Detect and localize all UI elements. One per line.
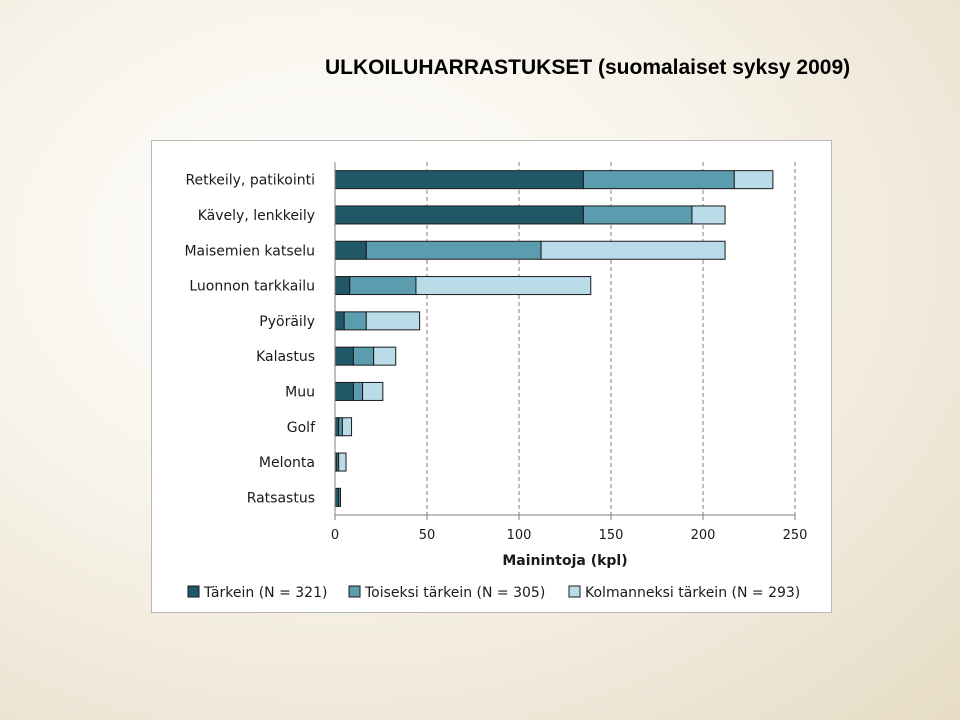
x-axis-title: Mainintoja (kpl) bbox=[502, 553, 628, 569]
bar-segment bbox=[350, 277, 416, 295]
category-label: Pyöräily bbox=[259, 313, 315, 330]
bar-segment bbox=[335, 488, 339, 506]
bar-segment bbox=[734, 171, 773, 189]
bar-segment bbox=[335, 418, 339, 436]
x-tick-label: 200 bbox=[690, 528, 716, 543]
bar-segment bbox=[366, 241, 541, 259]
bar-segment bbox=[339, 488, 341, 506]
bar-segment bbox=[353, 382, 362, 400]
category-label: Retkeily, patikointi bbox=[185, 172, 315, 189]
bar-segment bbox=[335, 241, 366, 259]
x-tick-label: 150 bbox=[598, 528, 624, 543]
bar-segment bbox=[692, 206, 725, 224]
x-tick-label: 100 bbox=[506, 528, 532, 543]
chart-frame bbox=[151, 140, 832, 613]
bar-segment bbox=[353, 347, 373, 365]
bar-segment bbox=[335, 171, 583, 189]
bar-segment bbox=[335, 312, 344, 330]
category-label: Muu bbox=[285, 384, 315, 401]
legend-label: Tärkein (N = 321) bbox=[204, 585, 328, 601]
legend-swatch bbox=[349, 586, 360, 597]
bar-segment bbox=[335, 206, 583, 224]
bar-segment bbox=[366, 312, 419, 330]
legend-label: Toiseksi tärkein (N = 305) bbox=[365, 585, 546, 601]
legend-label: Kolmanneksi tärkein (N = 293) bbox=[585, 585, 801, 601]
legend-swatch bbox=[569, 586, 580, 597]
category-label: Ratsastus bbox=[246, 490, 315, 507]
bar-segment bbox=[583, 206, 692, 224]
chart-svg bbox=[152, 141, 831, 612]
bar-segment bbox=[344, 312, 366, 330]
bar-segment bbox=[374, 347, 396, 365]
bar-segment bbox=[583, 171, 734, 189]
x-tick-label: 250 bbox=[782, 528, 808, 543]
category-label: Melonta bbox=[258, 455, 315, 472]
bar-segment bbox=[342, 418, 351, 436]
bar-segment bbox=[335, 347, 353, 365]
bar-segment bbox=[335, 277, 350, 295]
legend-swatch bbox=[188, 586, 199, 597]
bar-segment bbox=[363, 382, 383, 400]
category-label: Maisemien katselu bbox=[184, 243, 315, 260]
x-tick-label: 50 bbox=[418, 528, 436, 543]
category-label: Kävely, lenkkeily bbox=[197, 207, 315, 224]
category-label: Kalastus bbox=[256, 349, 315, 366]
slide-title: ULKOILUHARRASTUKSET (suomalaiset syksy 2009) bbox=[325, 56, 851, 79]
category-label: Luonnon tarkkailu bbox=[189, 278, 315, 295]
bar-segment bbox=[335, 382, 353, 400]
x-tick-label: 0 bbox=[330, 528, 340, 543]
bar-segment bbox=[541, 241, 725, 259]
bar-segment bbox=[416, 277, 591, 295]
bar-segment bbox=[339, 418, 343, 436]
bar-segment bbox=[339, 453, 346, 471]
category-label: Golf bbox=[286, 419, 315, 436]
